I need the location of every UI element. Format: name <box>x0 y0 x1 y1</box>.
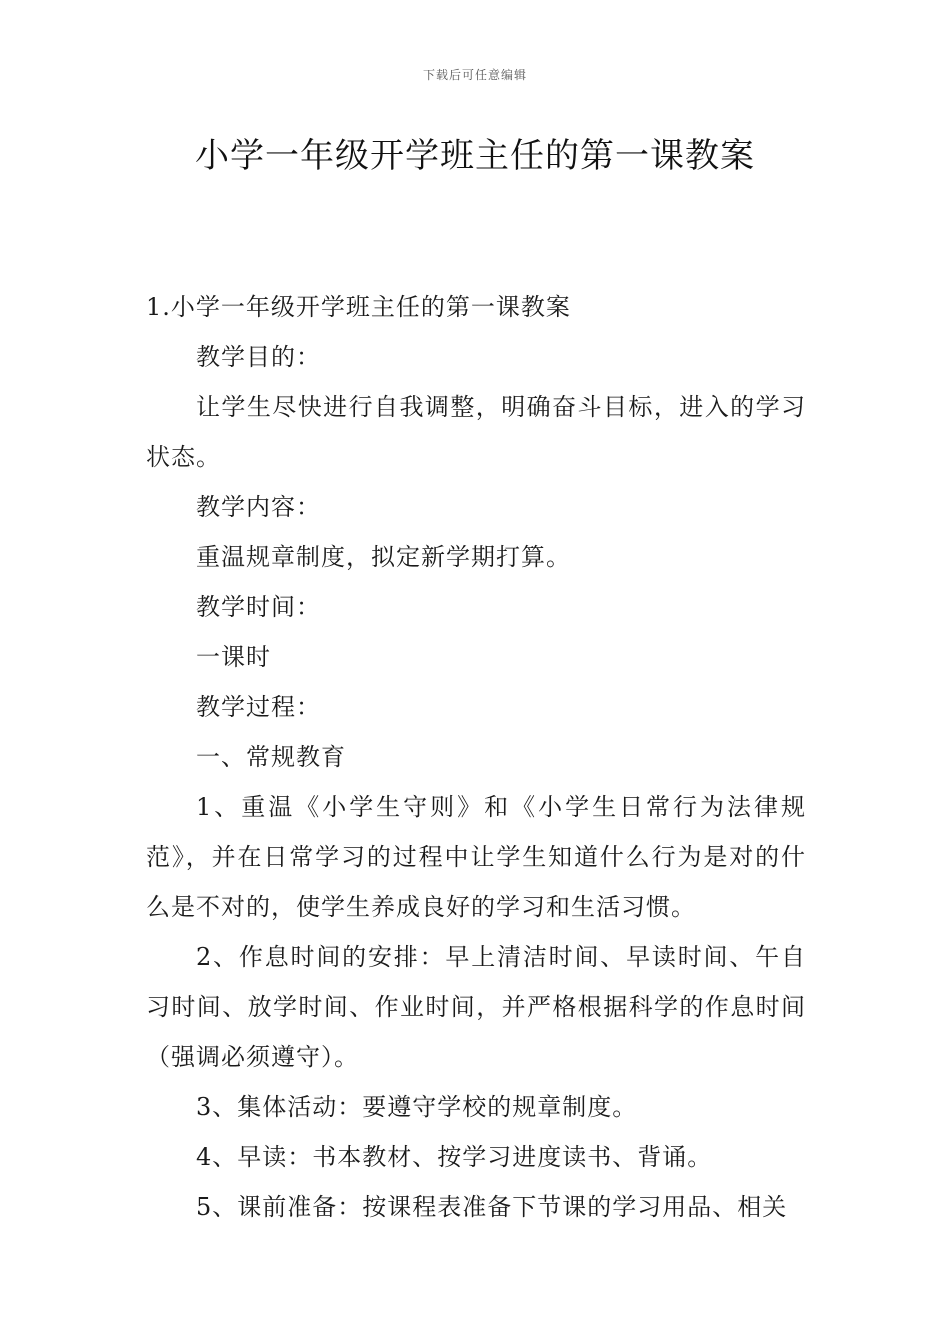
paragraph: 教学过程： <box>196 693 321 721</box>
paragraph: 让学生尽快进行自我调整，明确奋斗目标，进入的学习状态。 <box>146 393 806 471</box>
section-heading: 1.小学一年级开学班主任的第一课教案 <box>146 293 571 321</box>
paragraph: 教学内容： <box>196 493 321 521</box>
paragraph: 教学目的： <box>196 343 321 371</box>
document-title: 小学一年级开学班主任的第一课教案 <box>195 136 755 176</box>
paragraph: 4、早读：书本教材、按学习进度读书、背诵。 <box>196 1143 713 1171</box>
paragraph: 1、重温《小学生守则》和《小学生日常行为法律规范》，并在日常学习的过程中让学生知道什么行为是对的什么是不对的，使学生养成良好的学习和生活习惯。 <box>146 793 806 921</box>
paragraph: 3、集体活动：要遵守学校的规章制度。 <box>196 1093 638 1121</box>
paragraph: 教学时间： <box>196 593 321 621</box>
paragraph: 5、课前准备：按课程表准备下节课的学习用品、相关 <box>196 1193 788 1221</box>
document-body <box>146 282 806 1232</box>
header-note: 下载后可任意编辑 <box>422 68 527 82</box>
paragraph: 重温规章制度，拟定新学期打算。 <box>196 543 571 571</box>
paragraph: 2、作息时间的安排：早上清洁时间、早读时间、午自习时间、放学时间、作业时间，并严格根据科学的作息时间（强调必须遵守）。 <box>146 943 806 1071</box>
paragraph: 一、常规教育 <box>196 743 346 771</box>
paragraph: 一课时 <box>196 643 271 671</box>
